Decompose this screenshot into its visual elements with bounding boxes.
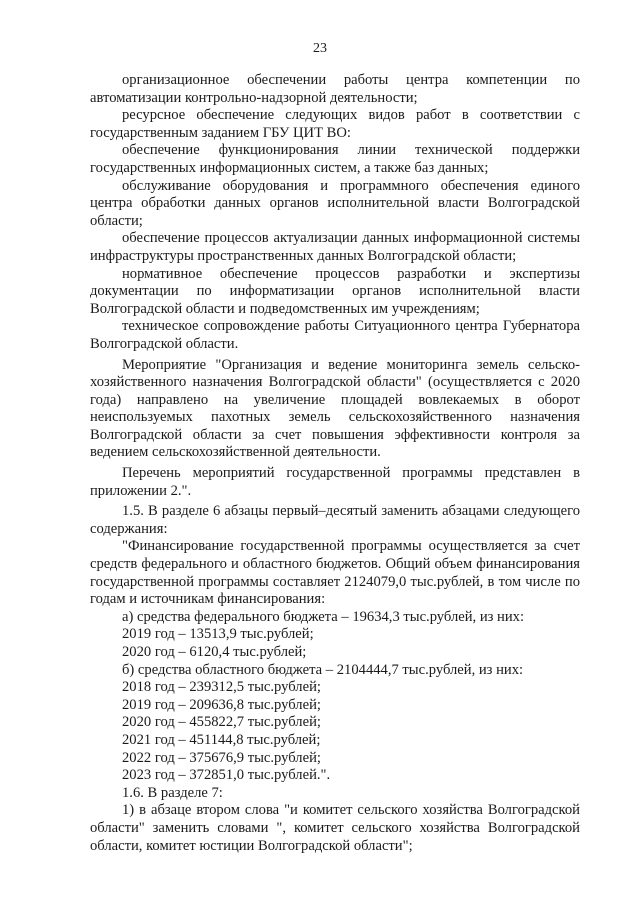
paragraph: обеспечение процессов актуализации данных информационной системы инфраструктуры пространственных данных Волгоградской области; — [90, 230, 580, 264]
paragraph: обеспечение функционирования линии технической поддержки государственных информационных систем, а также баз данных; — [90, 142, 580, 176]
paragraph: обслуживание оборудования и программного обеспечения единого центра обработки данных органов исполнительной власти Волгоградской области; — [90, 177, 580, 229]
funding-line: 2020 год – 6120,4 тыс.рублей; — [122, 644, 307, 660]
paragraph: организационное обеспечении работы центра компетенции по автоматизации контрольно-надзорной деятельности; — [90, 72, 580, 106]
funding-line: 2023 год – 372851,0 тыс.рублей.". — [122, 767, 331, 784]
paragraph: техническое сопровождение работы Ситуационного центра Губернатора Волгоградской области. — [90, 318, 580, 352]
funding-line: 2019 год – 13513,9 тыс.рублей; — [122, 626, 314, 643]
section-heading-line: 1.6. В разделе 7: — [122, 784, 223, 801]
funding-line: б) средства областного бюджета – 2104444,7 тыс.рублей, из них: — [122, 661, 524, 678]
paragraph: 1) в абзаце втором слова "и комитет сельского хозяйства Волгоградской области" заменить словами ", комитет сельского хозяйства Волгоградской области, комитет юстиции Волгоградской области"; — [90, 802, 580, 854]
paragraph: ресурсное обеспечение следующих видов работ в соответствии с государственным заданием ГБУ ЦИТ ВО: — [90, 107, 580, 141]
funding-line: 2018 год – 239312,5 тыс.рублей; — [122, 679, 321, 696]
paragraph: нормативное обеспечение процессов разработки и экспертизы документации по информатизации органов исполнительной власти Волгоградской области и подведомственных им учреждениям; — [90, 265, 580, 317]
funding-line: 2019 год – 209636,8 тыс.рублей; — [122, 696, 321, 713]
page-number: 23 — [313, 41, 327, 56]
paragraph: Мероприятие "Организация и ведение мониторинга земель сельско-хозяйственного назначения Волгоградской области" (осуществляется с 2020 года) направлено на увеличение площадей вовлекаемых в оборот неиспользуемых пахотных земель сельскохозяйственного назначения Волгоградской области за счет повышения эффективности контроля за ведением сельскохозяйственной деятельности. — [90, 356, 580, 461]
funding-line: 2022 год – 375676,9 тыс.рублей; — [122, 749, 321, 766]
funding-line: а) средства федерального бюджета – 19634,3 тыс.рублей, из них: — [122, 608, 525, 625]
paragraph: Перечень мероприятий государственной программы представлен в приложении 2.". — [90, 465, 580, 499]
funding-line: 2020 год – 455822,7 тыс.рублей; — [122, 714, 321, 731]
paragraph: 1.5. В разделе 6 абзацы первый–десятый заменить абзацами следующего содержания: — [90, 503, 580, 537]
document-body — [90, 72, 580, 855]
paragraph: "Финансирование государственной программы осуществляется за счет средств федерального и областного бюджетов. Общий объем финансирования государственной программы составляет 2124079,0 тыс.рублей, в том числе по годам и источникам финансирования: — [90, 538, 580, 608]
funding-line: 2021 год – 451144,8 тыс.рублей; — [122, 731, 321, 748]
